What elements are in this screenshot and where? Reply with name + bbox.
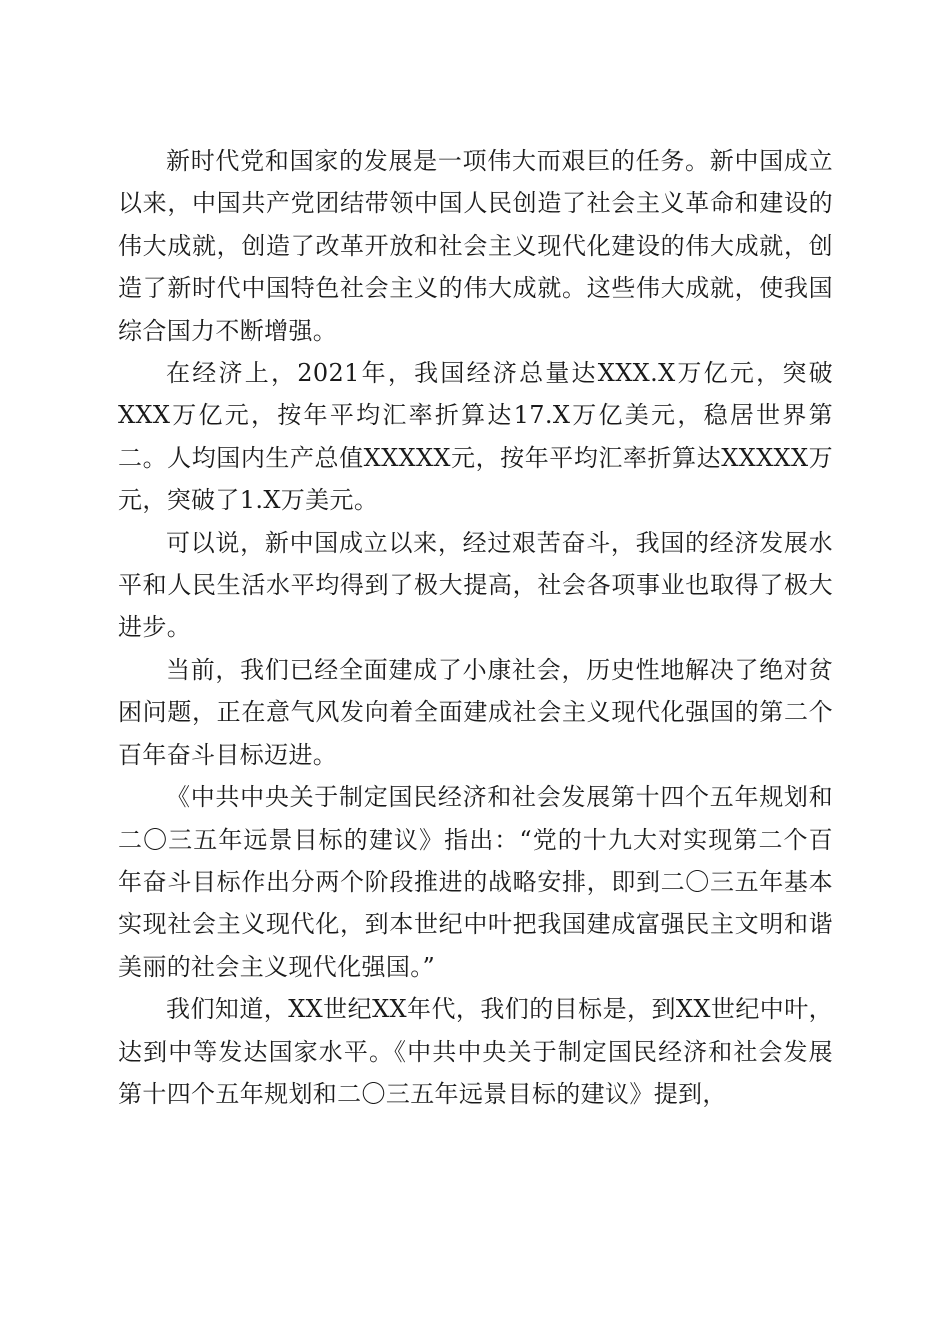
document-body [118,140,833,1115]
paragraph-3: 可以说，新中国成立以来，经过艰苦奋斗，我国的经济发展水平和人民生活水平均得到了极大提高，社会各项事业也取得了极大进步。 [118,528,833,642]
paragraph-2: 在经济上，2021年，我国经济总量达XXX.X万亿元，突破XXX万亿元，按年平均汇率折算达17.X万亿美元，稳居世界第二。人均国内生产总值XXXXX元，按年平均汇率折算达XXXXX万元，突破了1.X万美元。 [118,359,833,515]
paragraph-5: 《中共中央关于制定国民经济和社会发展第十四个五年规划和二〇三五年远景目标的建议》指出：“党的十九大对实现第二个百年奋斗目标作出分两个阶段推进的战略安排，即到二〇三五年基本实现社会主义现代化，到本世纪中叶把我国建成富强民主文明和谐美丽的社会主义现代化强国。” [118,783,833,981]
paragraph-4: 当前，我们已经全面建成了小康社会，历史性地解决了绝对贫困问题，正在意气风发向着全面建成社会主义现代化强国的第二个百年奋斗目标迈进。 [118,655,833,769]
paragraph-1: 新时代党和国家的发展是一项伟大而艰巨的任务。新中国成立以来，中国共产党团结带领中国人民创造了社会主义革命和建设的伟大成就，创造了改革开放和社会主义现代化建设的伟大成就，创造了新时代中国特色社会主义的伟大成就。这些伟大成就，使我国综合国力不断增强。 [118,147,833,345]
paragraph-6: 我们知道，XX世纪XX年代，我们的目标是，到XX世纪中叶，达到中等发达国家水平。《中共中央关于制定国民经济和社会发展第十四个五年规划和二〇三五年远景目标的建议》提到， [118,995,833,1108]
